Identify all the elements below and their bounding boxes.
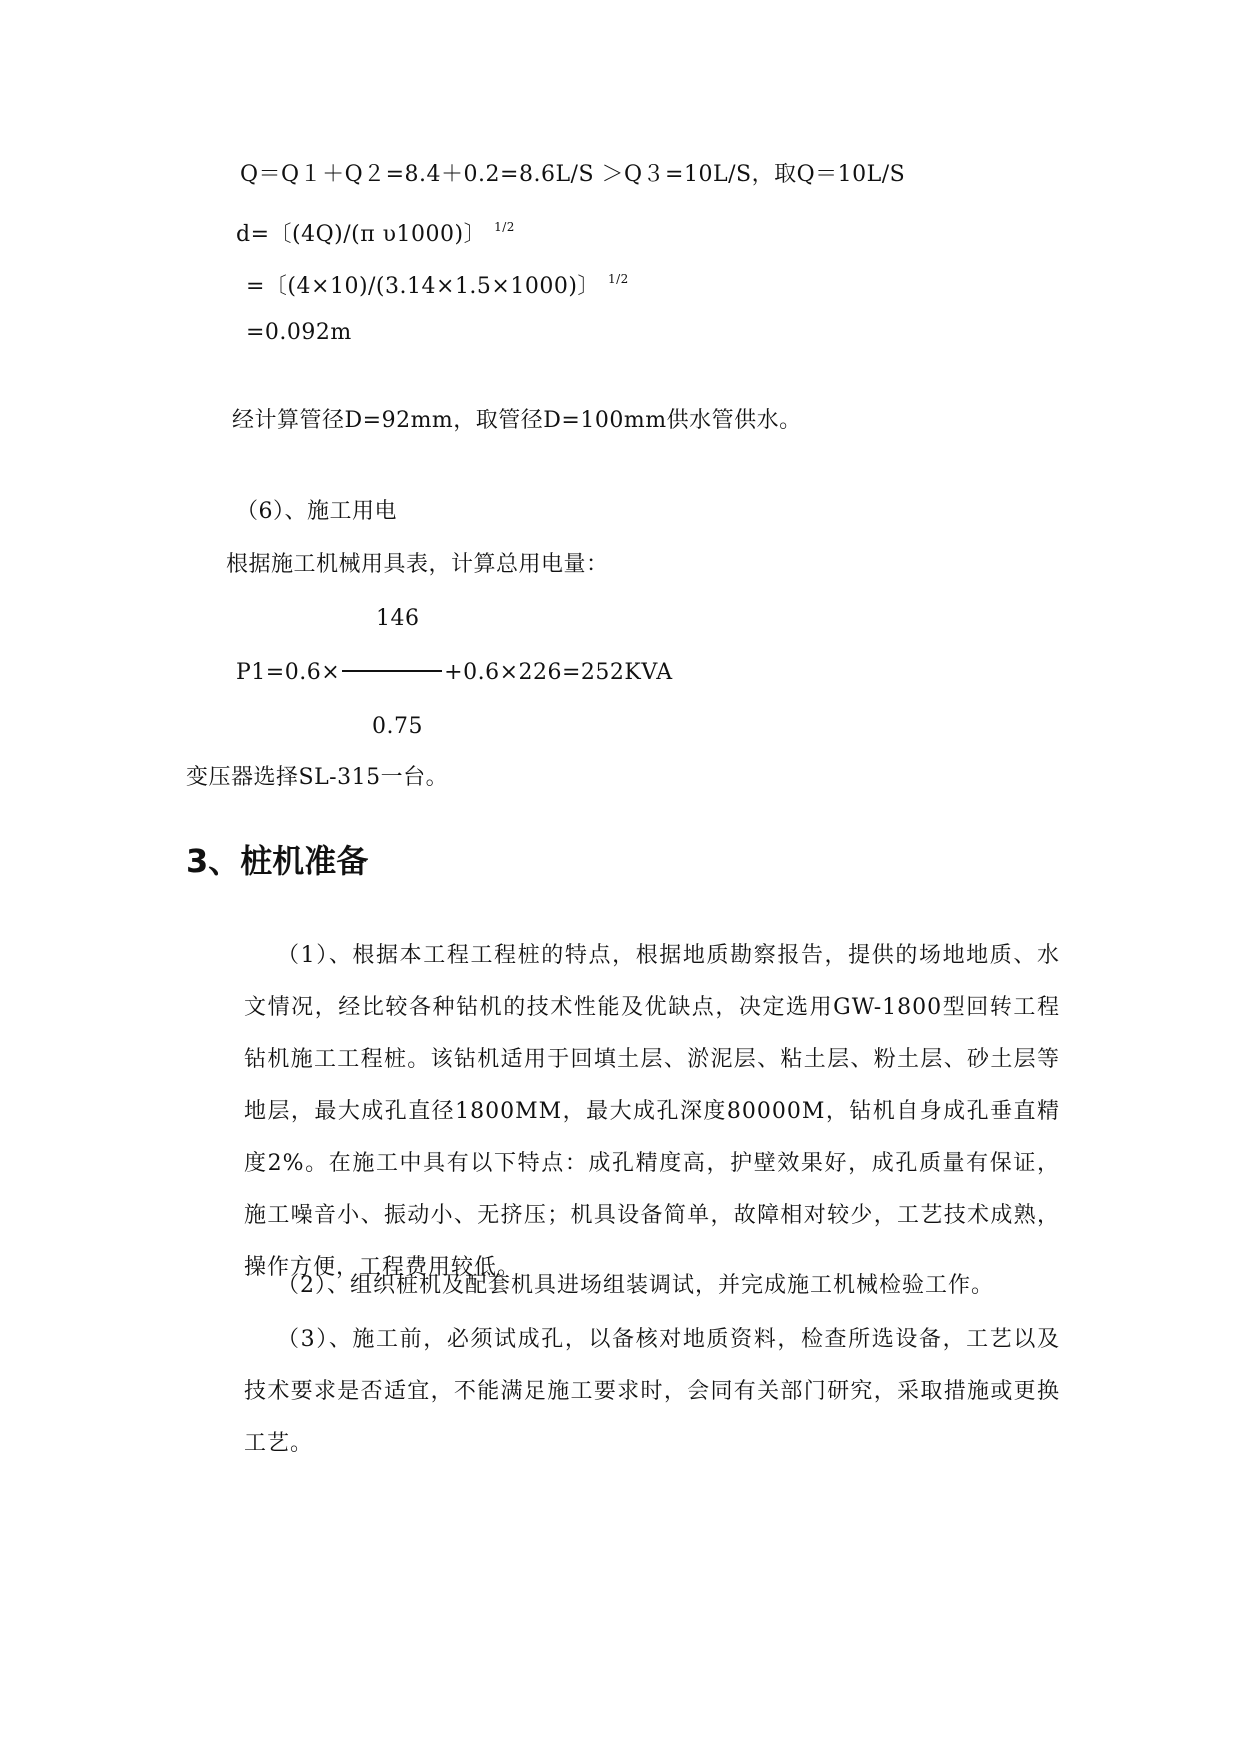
power-intro: 根据施工机械用具表，计算总用电量： (226, 552, 609, 577)
diameter-substitution-exponent: 1/2 (607, 272, 629, 286)
power-denominator: 0.75 (372, 714, 423, 739)
power-formula-rhs: +0.6×226=252KVA (444, 660, 673, 685)
flow-equation: Q＝Q１＋Q２=8.4＋0.2=8.6L/S ＞Q３=10L/S，取Q＝10L/S (240, 162, 906, 187)
diameter-formula-text: d=〔(4Q)/(π υ1000)〕 (236, 222, 487, 247)
diameter-formula-exponent: 1/2 (494, 220, 515, 234)
paragraph-2: （2）、组织桩机及配套机具进场组装调试，并完成施工机械检验工作。 (277, 1273, 994, 1298)
power-formula (236, 658, 673, 688)
diameter-substitution-text: =〔(4×10)/(3.14×1.5×1000)〕 (246, 274, 600, 299)
paragraph-1: （1）、根据本工程工程桩的特点，根据地质勘察报告，提供的场地地质、水文情况，经比较各种钻机的技术性能及优缺点，决定选用GW-1800型回转工程钻机施工工程桩。该钻机适用于回填土层、淤泥层、粘土层、粉土层、砂土层等地层，最大成孔直径1800MM，最大成孔深度80000M，钻机自身成孔垂直精度2%。在施工中具有以下特点：成孔精度高，护壁效果好，成孔质量有保证，施工噪音小、振动小、无挤压；机具设备简单，故障相对较少，工艺技术成熟，操作方便，工程费用较低。 (244, 943, 1060, 1280)
power-numerator: 146 (376, 606, 420, 631)
fraction-bar (342, 670, 442, 672)
diameter-result: =0.092m (246, 320, 352, 345)
diameter-formula (236, 212, 515, 250)
transformer-selection: 变压器选择SL-315一台。 (186, 765, 449, 790)
pipe-conclusion: 经计算管径D=92mm，取管径D=100mm供水管供水。 (232, 408, 802, 433)
power-formula-lhs: P1=0.6× (236, 660, 341, 685)
power-section-title: （6）、施工用电 (236, 499, 397, 524)
paragraph-3: （3）、施工前，必须试成孔，以备核对地质资料，检查所选设备，工艺以及技术要求是否适宜，不能满足施工要求时，会同有关部门研究，采取措施或更换工艺。 (244, 1327, 1060, 1456)
section-heading: 3、桩机准备 (186, 842, 369, 880)
diameter-substitution (246, 264, 629, 302)
